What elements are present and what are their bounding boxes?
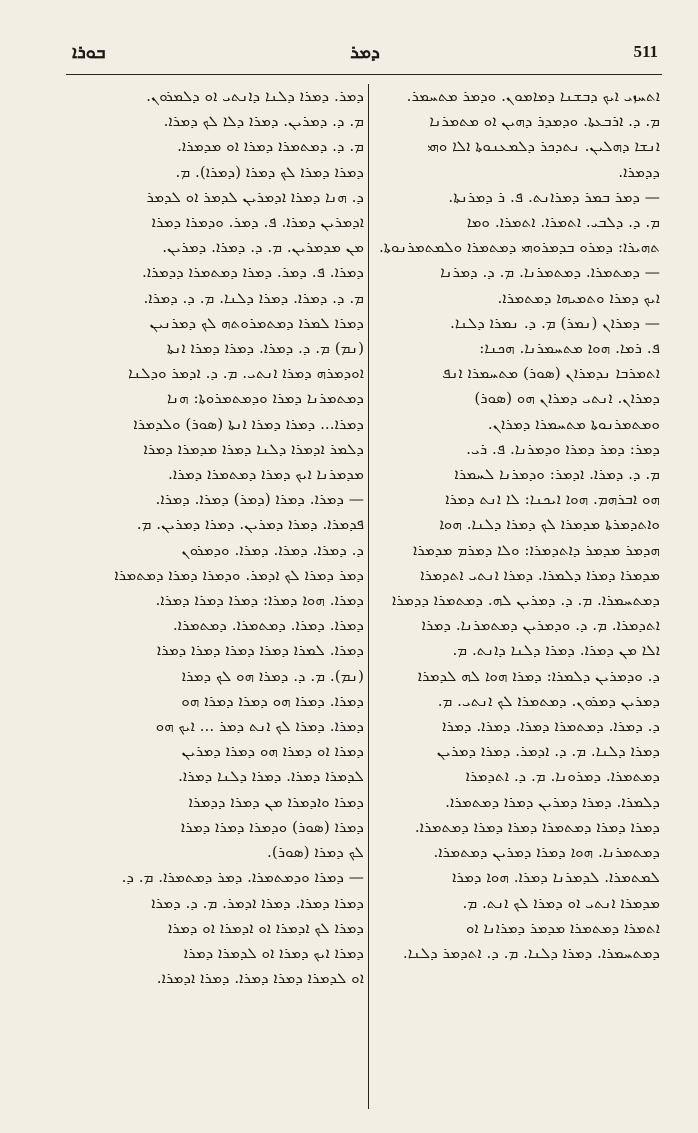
text-line: ܕܡܪܐ. ܕܡܪܐ. ܕܡܬܡܪܐ. ܕܡܬܡܪܐ. xyxy=(172,616,364,635)
text-line: ܐܬܚܙܝ ܐܝܟ ܕܒܫܢܐ ܕܡܐܡܘܢ. ܘܕܡܪ ܡܬܚܡܪ. xyxy=(406,87,660,105)
text-line: ܡ. ܕ. ܕܡܪܝܢ. ܕܡܪܐ ܕܠܐ ܠܟ ܕܡܪܐ. xyxy=(163,112,364,131)
text-line: ܠܕܡܪܐ ܕܡܪܐ. ܕܡܪܐ ܕܠܢܐ ܕܡܪܐ. xyxy=(178,767,364,786)
text-line: ܕܡܪܐ ܕܠܢܐ. ܡ. ܕ. ܐܕܡܪ. ܕܡܪܐ ܕܡܪܝܢ xyxy=(436,742,660,761)
text-line: ܕܡܪܐ ܕܡܪܐ ܕܡܬܡܪܐ ܕܡܪܐ ܕܡܪܐ ܕܡܬܡܪܐ. xyxy=(414,817,660,836)
text-line: ܕܡܪܐ ܠܡܪܐ ܕܡܬܡܪܘܬܗ ܠܟ ܕܡܪܢܝܢ xyxy=(149,313,364,332)
text-line: ܡܕܡܪܐ ܐܢܬܝ ܐܘ ܕܡܪܐ ܠܟ ܐܢܬ. ܡ. xyxy=(462,893,660,912)
text-line: ܕܠܡܪܐ. ܕܡܪܐ ܕܡܪܝܢ ܕܡܪܐ ܕܡܬܡܪܐ. xyxy=(445,792,660,811)
text-line: ܕ. ܘܕܡܪܝܢ ܕܠܡܪܐ: ܕܡܪܐ ܗܘܐ ܠܗ ܠܕܡܪܐ xyxy=(417,666,660,685)
text-line: ܕܡܪܐ... ܕܡܪܐ ܕܡܪܐ ܐܢܬܐ (ܣܘܪ) ܘܠܕܡܪܐ xyxy=(133,414,364,433)
text-line: ܘܡܬܡܪܢܘܬܐ ܡܬܚܡܪܐ ܕܡܪܐܢ. xyxy=(487,414,660,433)
text-line: ܕܡܪܐ ܐܘ ܕܡܪܐ ܗܘ ܕܡܪܐ ܕܡܪܝܢ xyxy=(181,742,364,761)
text-line: ܦ. ܪܡܐ. ܗܘܐ ܡܬܚܡܪܢܐ. ܗܟܢܐ: xyxy=(479,339,660,358)
column-divider xyxy=(368,84,369,1109)
text-line: ܡ. ܕ. ܕܡܪܐ. ܐܕܡܪ: ܘܕܡܪܢܐ ܠܚܡܪܐ xyxy=(454,465,660,484)
text-line: ܕܡܪܐ ܐܝܟ ܕܡܪܐ ܐܘ ܠܕܡܪܐ ܕܡܪܐ xyxy=(183,943,364,962)
text-line: ܕܡܪ. ܕܡܪܐ ܕܠܢܐ ܕܐܢܬܝ ܐܘ ܕܠܡܪܘܢ. xyxy=(146,87,364,105)
text-line: ܐܘܕܡܪܗ ܕܡܪܐ ܐܢܬܝ. ܡ. ܕ. ܐܕܡܪ ܘܕܠܢܐ xyxy=(128,364,364,383)
text-line: ܕܡܪܐ. ܕܡܪܐ ܠܟ ܐܢܬ ܕܡܪ ... ܐܝܟ ܗܘ xyxy=(155,717,364,736)
text-line: ܦܕܡܪܐ. ܕܡܪܐ ܕܡܪܝܢ. ܕܡܪܐ ܕܡܪܝܢ. ܡ. xyxy=(136,515,364,534)
text-line: ܕܡܬܚܡܪܐ. ܕܡܪܐ ܕܠܢܐ. ܡ. ܕ. ܐܬܕܡܪ ܕܠܢܐ. xyxy=(402,943,660,962)
text-line: ܐܕܡܪܝܢ ܕܡܪܐ. ܦ. ܕܡܪ. ܘܕܡܪܐ ܕܡܪܐ xyxy=(151,213,364,232)
text-line: ܕܡܪܐ ܠܟ ܐܕܡܪܐ ܐܘ ܐܕܡܪܐ ܐܘ ܕܡܪܐ xyxy=(168,918,364,937)
header-rule xyxy=(66,74,662,75)
text-line: ܬܗܝܪܐ: ܕܡܪܘ ܒܕܡܪܘܗܝ ܕܡܬܡܪܐ ܘܠܡܬܡܪܢܘܬܐ. xyxy=(378,238,660,257)
text-line: ܐܬܡܪܒܐ ܢܕܡܪܐܢ (ܣܘܪ) ܡܬܚܡܪܐ ܐܢܦ xyxy=(442,364,660,383)
text-line: ܐܬܕܡܪܐ. ܡ. ܕ. ܘܕܡܪܝܢ ܕܡܬܡܪܢܐ. ܕܡܪܐ xyxy=(421,616,660,635)
text-line: (ܢܡ). ܡ. ܕ. ܕܡܪܐ ܗܘ ܠܟ ܕܡܪܐ xyxy=(181,666,364,685)
text-line: ܐܝܟ ܕܡܪܐ ܘܬܡܝܗܐ ܕܡܬܡܪܐ. xyxy=(497,288,660,307)
text-line: ܕܡܪܐ ܕܡܪܐ ܠܟ ܕܡܪܐ (ܕܡܪܐ). ܡ. xyxy=(175,162,364,181)
right-column xyxy=(372,84,660,1111)
text-line: ܕܡܪܐ ܘܐܕܡܪܐ ܡܢ ܕܡܪܐ ܕܕܡܪܐ xyxy=(188,792,364,811)
text-line: ܐܠܐ ܡܢ ܕܡܪܐ. ܕܡܪܐ ܕܠܢܐ ܕܐܢܬ. ܡ. xyxy=(452,641,660,660)
text-line: ܕܡܬܡܪܢܐ ܕܡܪܐ ܘܕܡܬܡܪܘܬܐ: ܗܢܐ xyxy=(166,389,364,408)
text-line: ܕܡܬܡܪܢܐ. ܗܘܐ ܕܡܪܐ ܕܡܪܝܢ ܕܡܬܡܪܐ. xyxy=(433,843,660,862)
text-line: ܕܡܪܐ. ܕܡܪܐ ܗܘ ܕܡܪܐ ܕܡܪܐ ܗܘ xyxy=(181,691,364,710)
text-line: — ܕܡܪܐܢ (ܢܡܪ) ܡ. ܕ. ܢܡܪܐ ܕܠܢܐ. xyxy=(450,313,660,332)
text-line: ܠܟ ܕܡܪܐ (ܣܘܪ). xyxy=(267,843,364,862)
text-line: ܕ. ܗܢܐ ܕܡܪܐ ܐܕܡܪܝܢ ܠܕܡܪ ܐܘ ܠܕܡܪ xyxy=(146,187,364,206)
text-line: ܕ. ܕܡܪܐ. ܕܡܪܐ. ܕܡܪܐ. ܘܕܡܪܘܢ xyxy=(181,540,364,559)
text-line: (ܢܡ) ܡ. ܕ. ܕܡܪܐ. ܕܡܪܐ ܕܡܪܐ ܐܢܬܐ xyxy=(166,339,364,358)
text-line: — ܕܡܬܡܪܐ. ܕܡܬܡܪܢܐ. ܡ. ܕ. ܕܡܪܢܐ xyxy=(440,263,660,282)
text-line: ܡܕܡܪܢܐ ܐܝܟ ܕܡܪܐ ܕܡܬܡܪܐ ܕܡܪܐ. xyxy=(168,465,364,484)
text-line: ܕܡܪܐ (ܣܘܪ) ܘܕܡܪܐ ܕܡܪܐ ܕܡܪܐ xyxy=(180,817,364,836)
text-line: ܗܘ ܐܒܪܗܡ. ܗܘܐ ܐܝܟܢܐ: ܠܐ ܐܢܬ ܕܡܪܐ xyxy=(445,490,660,509)
text-line: — ܕܡܪ ܒܡܪ ܕܡܪܐܢܬ. ܦ. ܪ ܕܡܪܢܬܐ. xyxy=(448,187,660,206)
text-line: ܕܡܬܡܪܐ. ܕܡܪܘܢܐ. ܡ. ܕ. ܐܬܕܡܪܐ xyxy=(465,767,660,786)
header-center-keyword: ܕܡܪ xyxy=(350,42,380,63)
text-line: ܕܡܪ: ܕܡܪ ܕܡܪܐ ܘܕܡܪܢܐ. ܦ. ܪܝ. xyxy=(466,439,660,458)
text-line: ܕܕܡܪܐ. xyxy=(618,162,660,181)
text-line: ܕܡܬܚܡܪܐ. ܡ. ܕ. ܕܡܪܝܢ ܠܗ. ܕܡܬܡܪܐ ܕܕܡܪܐ xyxy=(392,591,660,610)
text-line: — ܕܡܪܐ. ܕܡܪܐ (ܕܡܪ) ܕܡܪܐ. ܕܡܪܐ. xyxy=(155,490,364,509)
text-line: ܕܡܪܐ. ܗܘܐ ܕܡܪܐ: ܕܡܪܐ ܕܡܪܐ ܕܡܪܐ. xyxy=(155,591,364,610)
text-line: ܠܡܬܡܪܐ. ܠܕܡܪܢܐ ܕܡܪܐ. ܗܘܐ ܕܡܪܐ xyxy=(452,868,660,887)
text-line: ܕܠܡܪ ܐܕܡܪܐ ܕܠܢܐ ܕܡܪܐ ܡܕܡܪܐ ܕܡܪܐ xyxy=(143,439,364,458)
text-line: ܕ. ܕܡܪܐ. ܕܡܬܡܪܐ ܕܡܪܐ. ܕܡܪܐ. ܕܡܪܐ xyxy=(442,717,660,736)
text-line: ܡ. ܕ. ܕܡܬܡܪܐ ܕܡܪܐ ܐܘ ܡܕܡܪܐ. xyxy=(177,137,364,156)
left-column xyxy=(72,84,364,1111)
text-line: ܕܡܪܐ ܕܡܪܐ. ܕܡܪܐ ܐܕܡܪ. ܡ. ܕ. ܕܡܪܐ xyxy=(151,893,364,912)
text-line: ܕܡܪܐ. ܦ. ܕܡܪ. ܕܡܪܐ ܕܡܬܡܪܐ ܕܕܡܪܐ. xyxy=(142,263,364,282)
page-header xyxy=(62,36,668,68)
text-line: ܡ. ܕ. ܕܡܪܐ. ܕܡܪܐ ܕܠܢܐ. ܡ. ܕ. ܕܡܪܐ. xyxy=(143,288,364,307)
text-line: ܐܢܫܐ ܕܗܠܝܢ. ܢܬܕܟܪ ܕܠܡܥܢܘܬܐ ܐܠܐ ܘܗܝ xyxy=(427,137,660,156)
text-line: ܐܘ ܠܕܡܪܐ ܕܡܪܐ ܕܡܪܐ. ܕܡܪܐ ܐܕܡܪܐ. xyxy=(156,969,364,988)
text-line: ܗܕܡܪ ܡܕܡܪ ܕܐܬܕܡܪܐ: ܘܠܐ ܕܡܪܡ ܡܕܡܪܐ xyxy=(413,540,660,559)
text-line: ܡ. ܕ. ܕܠܒܝ. ܐܬܡܪܐ. ܐܬܡܪܐ. ܘܡܐ xyxy=(466,213,660,232)
text-line: ܕܡܪܐ. ܠܡܪܐ ܕܡܪܐ ܕܡܪܐ ܕܡܪܐ ܕܡܪܐ xyxy=(156,641,364,660)
text-line: ܕܡܪ ܕܡܪܐ ܠܟ ܐܕܡܪ. ܘܕܡܪܐ ܕܡܪܐ ܕܡܬܡܪܐ xyxy=(114,565,364,584)
text-line: ܕܡܪܐܢ. ܐܢܬܝ ܕܡܪܐܢ ܗܘ (ܣܘܪ) xyxy=(474,389,660,408)
text-line: ܕܡܪܝܢ ܕܡܪܘܢ. ܕܡܬܡܪܐ ܠܟ ܐܢܬܝ. ܡ. xyxy=(437,691,660,710)
text-line: ܡܢ ܡܕܡܪܝܢ. ܡ. ܕ. ܕܡܪܐ. ܕܡܪܝܢ. xyxy=(162,238,364,257)
text-line: — ܕܡܪܐ ܘܕܡܬܡܪܐ. ܕܡܪ ܕܡܬܡܪܐ. ܡ. ܕ. xyxy=(121,868,364,887)
text-line: ܡ. ܕ. ܐܪܒܥܬܐ. ܘܕܡܕܪ ܕܗܝܢ ܐܘ ܡܬܡܪܢܐ xyxy=(429,112,660,131)
page-number: 511 xyxy=(633,42,658,61)
text-line: ܘܐܬܕܡܪܬܐ ܡܕܡܪܐ ܠܟ ܕܡܪܐ ܕܠܢܐ. ܗܘܐ xyxy=(439,515,660,534)
header-left-running-title: ܒܘܪܐ xyxy=(72,42,106,63)
text-line: ܡܕܡܪܐ ܕܡܪܐ ܕܠܡܪܐ. ܕܡܪܐ ܐܢܬܝ ܐܬܕܡܪܐ xyxy=(420,565,660,584)
text-line: ܐܬܡܪܐ ܕܡܬܡܪܐ ܡܕܡܪ ܕܡܪܐܢܐ ܐܘ xyxy=(465,918,660,937)
